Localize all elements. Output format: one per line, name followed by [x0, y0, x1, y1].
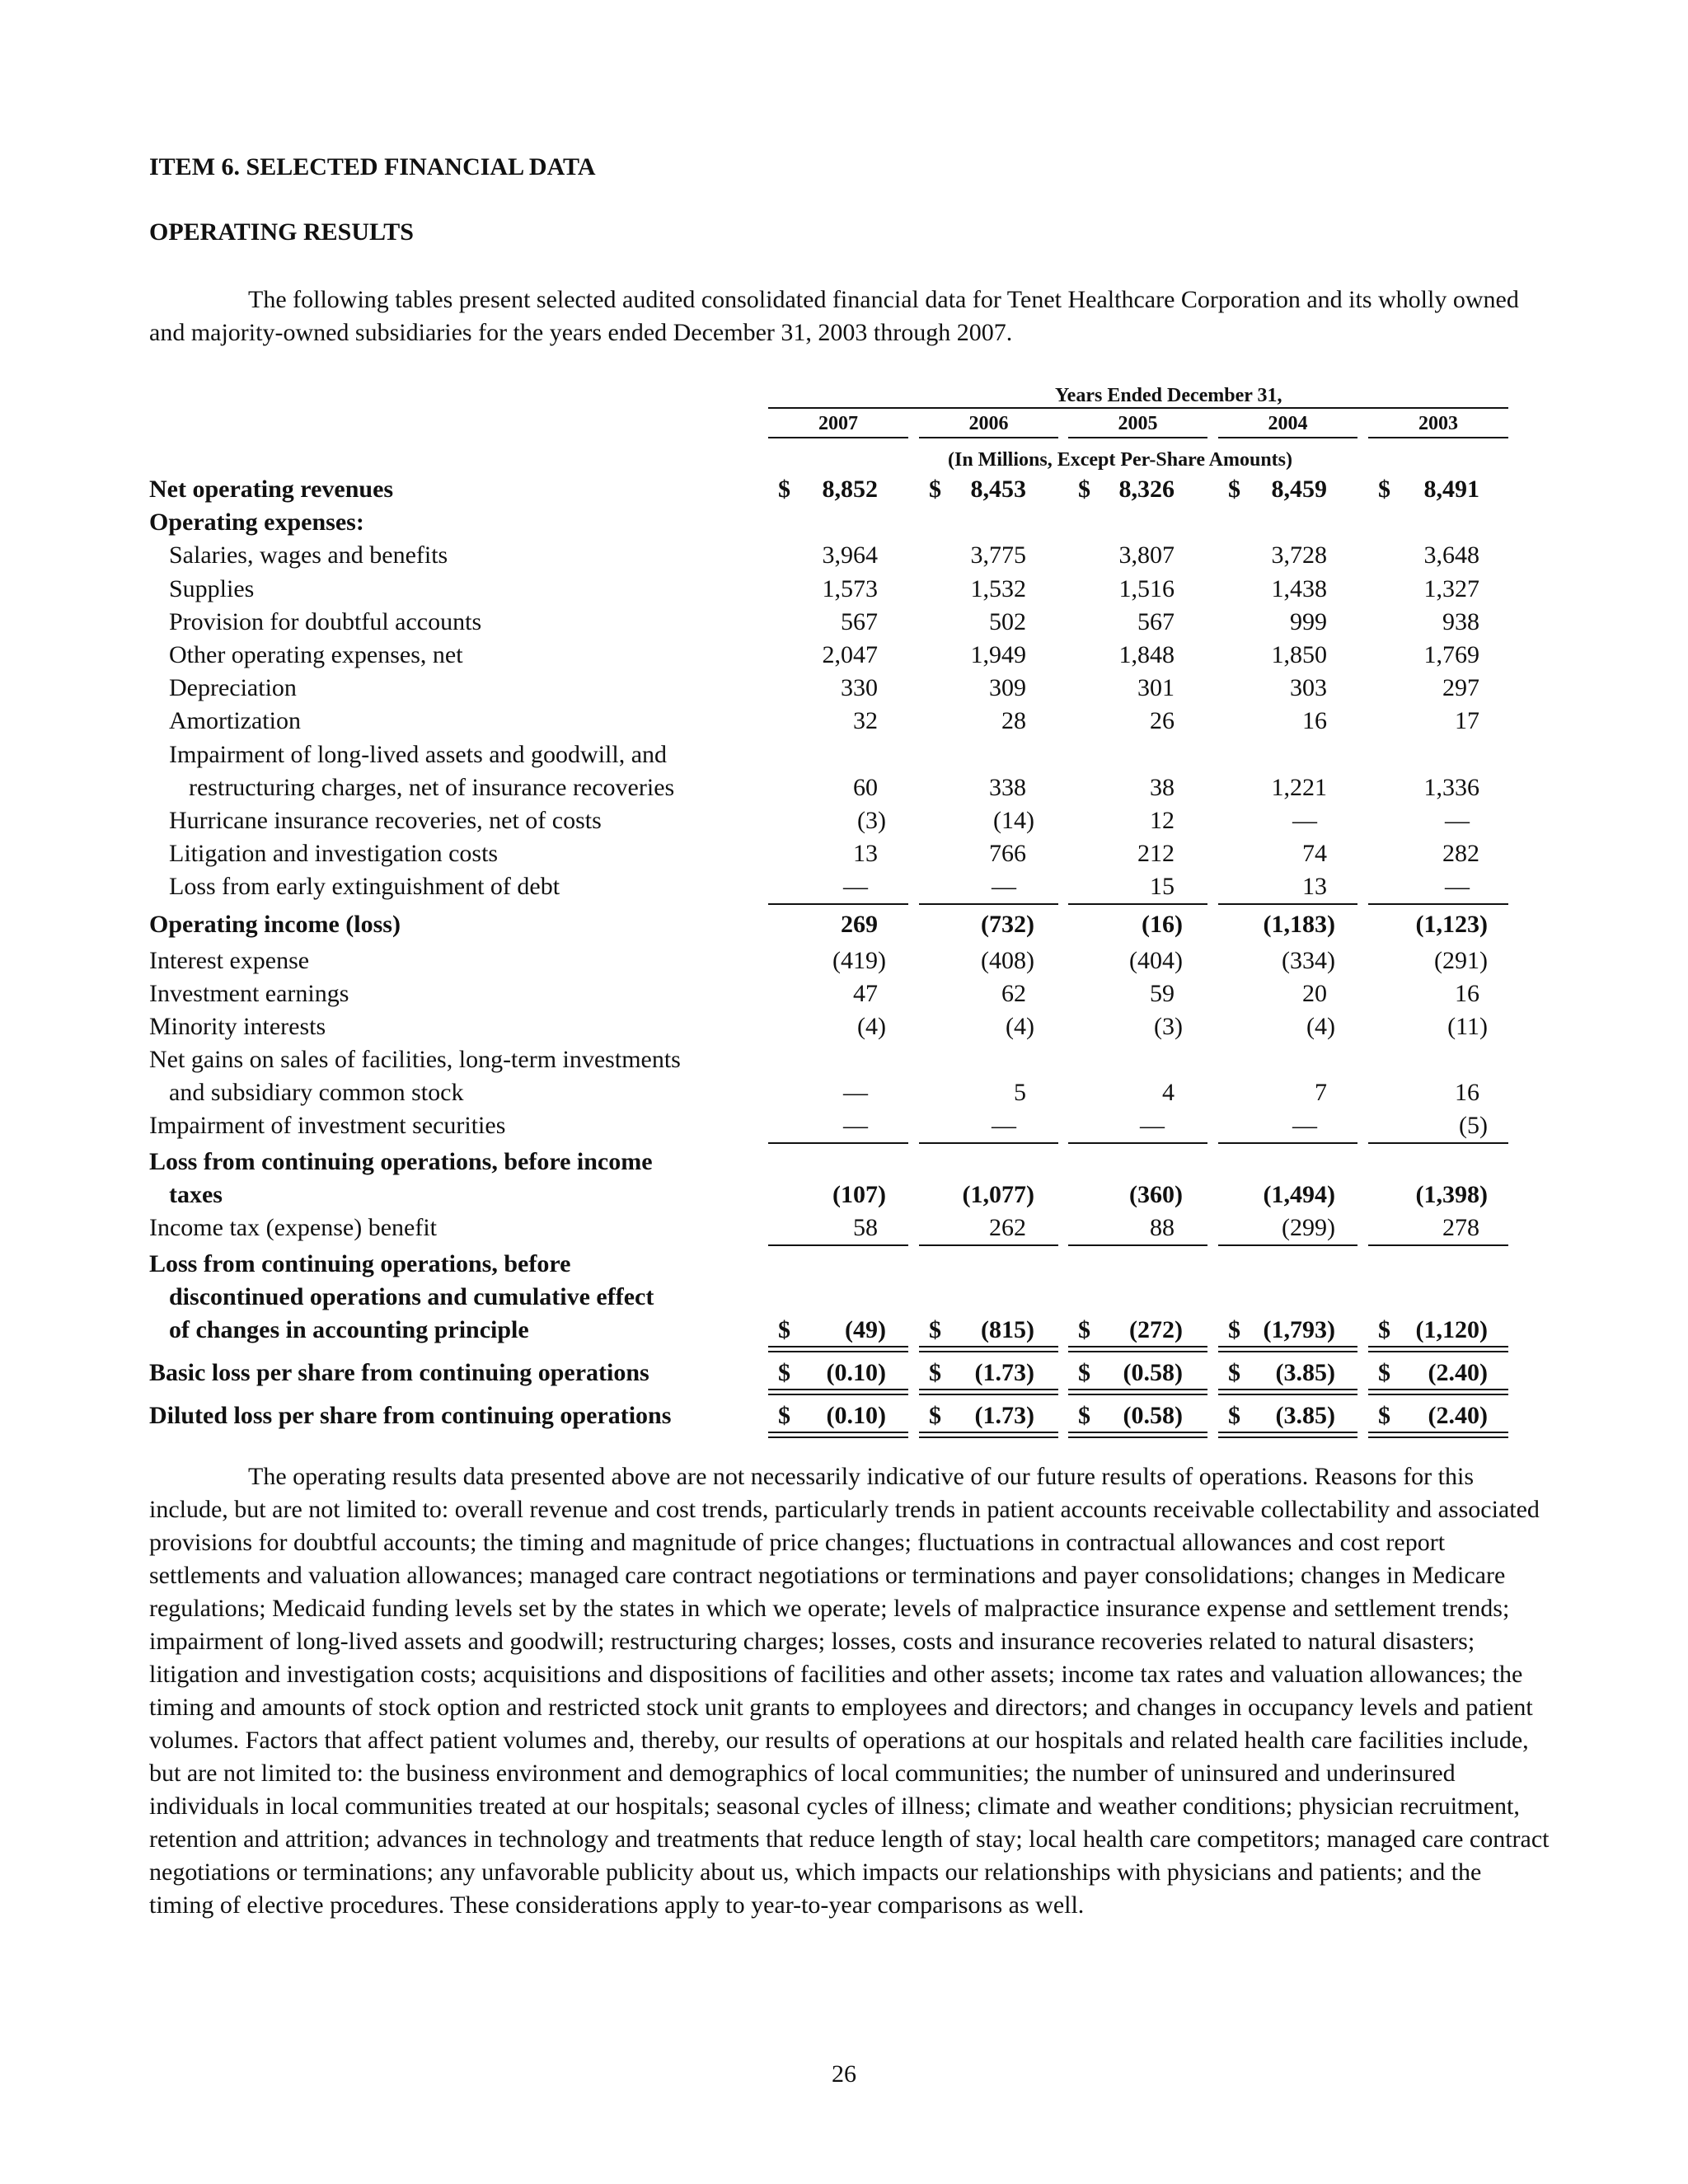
table-cell: 3,807: [1118, 541, 1175, 569]
table-cell: (49): [845, 1316, 886, 1343]
currency-symbol: $: [1228, 1316, 1240, 1343]
table-cell: (419): [832, 947, 886, 974]
currency-symbol: $: [1228, 476, 1240, 503]
table-cell: (1,793): [1263, 1316, 1335, 1343]
table-cell: 297: [1442, 674, 1479, 702]
total-double-rule: [919, 1346, 1058, 1352]
year-header: 2007: [818, 413, 858, 434]
subtotal-rule: [1218, 1142, 1357, 1144]
row-label: Provision for doubtful accounts: [149, 607, 743, 637]
subtotal-rule: [768, 1244, 908, 1246]
table-cell: 15: [1150, 873, 1175, 901]
subtotal-rule: [1218, 1244, 1357, 1246]
year-header: 2005: [1118, 413, 1158, 434]
table-cell: 1,573: [822, 574, 878, 602]
table-cell: 3,648: [1423, 541, 1479, 569]
table-cell: —: [1445, 873, 1470, 901]
row-label: Operating income (loss): [149, 910, 743, 940]
table-cell: 1,336: [1423, 773, 1479, 801]
row-label: Net operating revenues: [149, 475, 743, 504]
table-cell: 28: [1001, 707, 1026, 735]
table-cell: (4): [1006, 1013, 1034, 1040]
item-heading: ITEM 6. SELECTED FINANCIAL DATA: [149, 153, 596, 180]
table-cell: 1,516: [1118, 574, 1175, 602]
intro-paragraph: The following tables present selected audited consolidated financial data for Tenet Healthcare Corporation and its wholly owned and majority-owned subsidiaries for the years ended December 31, 2003 through 2007.: [149, 286, 1519, 346]
table-cell: 282: [1442, 840, 1479, 868]
currency-symbol: $: [929, 1359, 941, 1386]
page-number: 26: [832, 2060, 856, 2088]
table-cell: 8,459: [1271, 476, 1327, 503]
table-cell: —: [1140, 1112, 1165, 1139]
row-label: Depreciation: [149, 673, 743, 703]
table-cell: (16): [1142, 911, 1183, 938]
table-cell: —: [1292, 1112, 1317, 1139]
currency-symbol: $: [1378, 1316, 1390, 1343]
currency-symbol: $: [1078, 1402, 1090, 1429]
table-cell: 301: [1137, 674, 1175, 702]
table-cell: (404): [1129, 947, 1183, 974]
year-header-rule: [768, 437, 908, 438]
subtotal-rule: [919, 1142, 1058, 1144]
total-double-rule: [1368, 1432, 1508, 1438]
row-label: Diluted loss per share from continuing operations: [149, 1401, 743, 1431]
closing-paragraph: The operating results data presented above are not necessarily indicative of our future results of operations. Reasons for this include, but are not limited to: overall revenue and cost trends, particularly trends in patient accounts receivable collectability and associated provisions for doubtful accounts; the timing and magnitude of price changes; fluctuations in contractual allowances and cost report settlements and valuation allowances; managed care contract negotiations or terminations and payer consolidations; changes in Medicare regulations; Medicaid funding levels set by the states in which we operate; levels of malpractice insurance expense and settlement trends; impairment of long-lived assets and goodwill; restructuring charges; losses, costs and insurance recoveries related to natural disasters; litigation and investigation costs; acquisitions and dispositions of facilities and other assets; income tax rates and valuation allowances; the timing and amounts of stock option and restricted stock unit grants to employees and directors; and changes in occupancy levels and patient volumes. Factors that affect patient volumes and, thereby, our results of operations at our hospitals and related health care facilities include, but are not limited to: the business environment and demographics of local communities; the number of uninsured and underinsured individuals in local communities treated at our hospitals; seasonal cycles of illness; climate and weather conditions; physician recruitment, retention and attrition; advances in technology and treatments that reduce length of stay; local health care competitors; managed care contract negotiations or terminations; any unfavorable publicity about us, which impacts our relationships with physicians and patients; and the timing of elective procedures. These considerations apply to year-to-year comparisons as well.: [149, 1463, 1550, 1919]
row-label: Income tax (expense) benefit: [149, 1213, 743, 1243]
table-cell: (3): [1154, 1013, 1183, 1040]
row-label: taxes: [149, 1180, 743, 1210]
currency-symbol: $: [929, 476, 941, 503]
year-header-rule: [1068, 437, 1207, 438]
total-double-rule: [1068, 1389, 1207, 1395]
table-cell: 1,949: [970, 641, 1026, 668]
total-double-rule: [1368, 1389, 1508, 1395]
row-label: Amortization: [149, 706, 743, 736]
row-label: Loss from continuing operations, before: [149, 1250, 571, 1277]
table-cell: (0.58): [1123, 1359, 1183, 1386]
table-cell: —: [992, 1112, 1016, 1139]
subtotal-rule: [1068, 903, 1207, 905]
row-label: Other operating expenses, net: [149, 640, 743, 670]
year-header: 2006: [968, 413, 1009, 434]
table-cell: 38: [1150, 773, 1175, 801]
table-cell: (0.58): [1123, 1402, 1183, 1429]
table-cell: 567: [841, 607, 878, 635]
subtotal-rule: [1068, 1142, 1207, 1144]
table-cell: (0.10): [826, 1402, 886, 1429]
table-cell: 12: [1150, 807, 1175, 834]
table-cell: —: [1292, 807, 1317, 834]
table-cell: 338: [989, 773, 1026, 801]
row-label: Basic loss per share from continuing operations: [149, 1358, 743, 1388]
currency-symbol: $: [778, 1359, 790, 1386]
table-cell: 17: [1455, 707, 1479, 735]
subtotal-rule: [1218, 903, 1357, 905]
currency-symbol: $: [1378, 1359, 1390, 1386]
table-cell: 88: [1150, 1214, 1175, 1241]
table-cell: 60: [853, 773, 878, 801]
row-label: Loss from early extinguishment of debt: [149, 872, 743, 902]
table-cell: 1,532: [970, 574, 1026, 602]
row-label: Impairment of long-lived assets and goodwill, and: [169, 740, 668, 768]
table-cell: 16: [1455, 1079, 1479, 1106]
table-cell: (2.40): [1428, 1402, 1488, 1429]
row-label: Minority interests: [149, 1012, 743, 1042]
table-cell: (4): [1306, 1013, 1335, 1040]
table-cell: 278: [1442, 1214, 1479, 1241]
total-double-rule: [768, 1389, 908, 1395]
total-double-rule: [1068, 1346, 1207, 1352]
table-cell: 2,047: [822, 641, 878, 668]
currency-symbol: $: [1078, 1316, 1090, 1343]
total-double-rule: [768, 1432, 908, 1438]
table-cell: 262: [989, 1214, 1026, 1241]
total-double-rule: [1218, 1389, 1357, 1395]
table-cell: —: [843, 1112, 868, 1139]
table-cell: 999: [1290, 607, 1327, 635]
table-cell: 4: [1162, 1079, 1175, 1106]
section-heading: OPERATING RESULTS: [149, 218, 414, 246]
year-header-rule: [1368, 437, 1508, 438]
table-cell: 1,327: [1423, 574, 1479, 602]
table-cell: 1,221: [1271, 773, 1327, 801]
table-cell: —: [843, 873, 868, 901]
table-cell: (360): [1129, 1181, 1183, 1208]
table-cell: —: [843, 1079, 868, 1106]
subtotal-rule: [1368, 1244, 1508, 1246]
table-cell: (272): [1129, 1316, 1183, 1343]
table-cell: (3): [857, 807, 886, 834]
table-cell: 8,491: [1423, 476, 1479, 503]
year-header-rule: [1218, 437, 1357, 438]
table-cell: 74: [1302, 840, 1327, 868]
table-cell: (1,183): [1263, 911, 1335, 938]
total-double-rule: [768, 1346, 908, 1352]
year-header: 2004: [1268, 413, 1308, 434]
table-cell: (299): [1282, 1214, 1335, 1241]
table-cell: 3,728: [1271, 541, 1327, 569]
row-label: Investment earnings: [149, 979, 743, 1009]
table-cell: (0.10): [826, 1359, 886, 1386]
table-cell: 5: [1014, 1079, 1026, 1106]
table-cell: 32: [853, 707, 878, 735]
table-cell: 47: [853, 980, 878, 1007]
table-cell: (107): [832, 1181, 886, 1208]
row-label: Salaries, wages and benefits: [149, 541, 743, 570]
currency-symbol: $: [1228, 1359, 1240, 1386]
table-cell: (1,398): [1415, 1181, 1488, 1208]
table-cell: 309: [989, 674, 1026, 702]
row-label: Litigation and investigation costs: [149, 839, 743, 869]
currency-symbol: $: [1078, 476, 1090, 503]
currency-symbol: $: [1378, 1402, 1390, 1429]
row-label: Operating expenses:: [149, 509, 364, 537]
table-cell: (11): [1447, 1013, 1488, 1040]
currency-symbol: $: [1228, 1402, 1240, 1429]
table-cell: 62: [1001, 980, 1026, 1007]
row-label: discontinued operations and cumulative effect: [169, 1283, 654, 1310]
subtotal-rule: [1368, 903, 1508, 905]
table-cell: (334): [1282, 947, 1335, 974]
table-cell: 13: [853, 840, 878, 868]
row-label: Supplies: [149, 574, 743, 604]
table-cell: 58: [853, 1214, 878, 1241]
table-cell: 3,964: [822, 541, 878, 569]
table-cell: 13: [1302, 873, 1327, 901]
currency-symbol: $: [778, 1316, 790, 1343]
table-cell: 212: [1137, 840, 1175, 868]
table-cell: —: [1445, 807, 1470, 834]
table-cell: 1,438: [1271, 574, 1327, 602]
table-cell: 59: [1150, 980, 1175, 1007]
table-cell: 1,850: [1271, 641, 1327, 668]
table-cell: (3.85): [1275, 1402, 1335, 1429]
table-cell: (1,494): [1263, 1181, 1335, 1208]
row-label: Loss from continuing operations, before income: [149, 1148, 653, 1175]
units-header: (In Millions, Except Per-Share Amounts): [948, 449, 1292, 471]
table-cell: (1,123): [1415, 911, 1488, 938]
table-cell: (2.40): [1428, 1359, 1488, 1386]
table-cell: 1,848: [1118, 641, 1175, 668]
table-cell: 8,852: [822, 476, 878, 503]
table-cell: (1,077): [962, 1181, 1034, 1208]
table-cell: (732): [981, 911, 1034, 938]
currency-symbol: $: [929, 1316, 941, 1343]
period-header: Years Ended December 31,: [1055, 385, 1282, 406]
table-cell: (291): [1434, 947, 1488, 974]
total-double-rule: [1218, 1346, 1357, 1352]
table-cell: 330: [841, 674, 878, 702]
total-double-rule: [919, 1389, 1058, 1395]
year-header: 2003: [1418, 413, 1458, 434]
table-cell: 8,326: [1118, 476, 1175, 503]
subtotal-rule: [919, 903, 1058, 905]
currency-symbol: $: [778, 476, 790, 503]
table-cell: (4): [857, 1013, 886, 1040]
row-label: of changes in accounting principle: [149, 1315, 743, 1345]
subtotal-rule: [768, 903, 908, 905]
table-cell: 26: [1150, 707, 1175, 735]
table-cell: 16: [1302, 707, 1327, 735]
table-cell: (1.73): [974, 1402, 1034, 1429]
table-cell: (815): [981, 1316, 1034, 1343]
currency-symbol: $: [1078, 1359, 1090, 1386]
table-cell: (1.73): [974, 1359, 1034, 1386]
subtotal-rule: [768, 1142, 908, 1144]
total-double-rule: [919, 1432, 1058, 1438]
table-cell: 7: [1315, 1079, 1327, 1106]
row-label: Impairment of investment securities: [149, 1111, 743, 1141]
currency-symbol: $: [929, 1402, 941, 1429]
row-label: Hurricane insurance recoveries, net of costs: [149, 806, 743, 836]
subtotal-rule: [1368, 1142, 1508, 1144]
table-cell: (14): [993, 807, 1034, 834]
currency-symbol: $: [1378, 476, 1390, 503]
table-cell: (408): [981, 947, 1034, 974]
table-cell: 766: [989, 840, 1026, 868]
row-label: and subsidiary common stock: [149, 1078, 743, 1108]
year-header-rule: [919, 437, 1058, 438]
total-double-rule: [1368, 1346, 1508, 1352]
table-cell: 502: [989, 607, 1026, 635]
row-label: Interest expense: [149, 946, 743, 976]
table-cell: 938: [1442, 607, 1479, 635]
table-cell: 269: [841, 911, 878, 938]
table-cell: 303: [1290, 674, 1327, 702]
table-cell: (3.85): [1275, 1359, 1335, 1386]
row-label: Net gains on sales of facilities, long-term investments: [149, 1046, 681, 1073]
total-double-rule: [1218, 1432, 1357, 1438]
row-label: restructuring charges, net of insurance recoveries: [149, 773, 743, 803]
table-cell: 8,453: [970, 476, 1026, 503]
currency-symbol: $: [778, 1402, 790, 1429]
table-cell: (5): [1459, 1112, 1488, 1139]
table-cell: 20: [1302, 980, 1327, 1007]
table-cell: 3,775: [970, 541, 1026, 569]
table-cell: 567: [1137, 607, 1175, 635]
table-cell: 16: [1455, 980, 1479, 1007]
subtotal-rule: [919, 1244, 1058, 1246]
total-double-rule: [1068, 1432, 1207, 1438]
subtotal-rule: [1068, 1244, 1207, 1246]
table-cell: —: [992, 873, 1016, 901]
leader-dots: [149, 1202, 743, 1204]
table-cell: (1,120): [1415, 1316, 1488, 1343]
table-cell: 1,769: [1423, 641, 1479, 668]
